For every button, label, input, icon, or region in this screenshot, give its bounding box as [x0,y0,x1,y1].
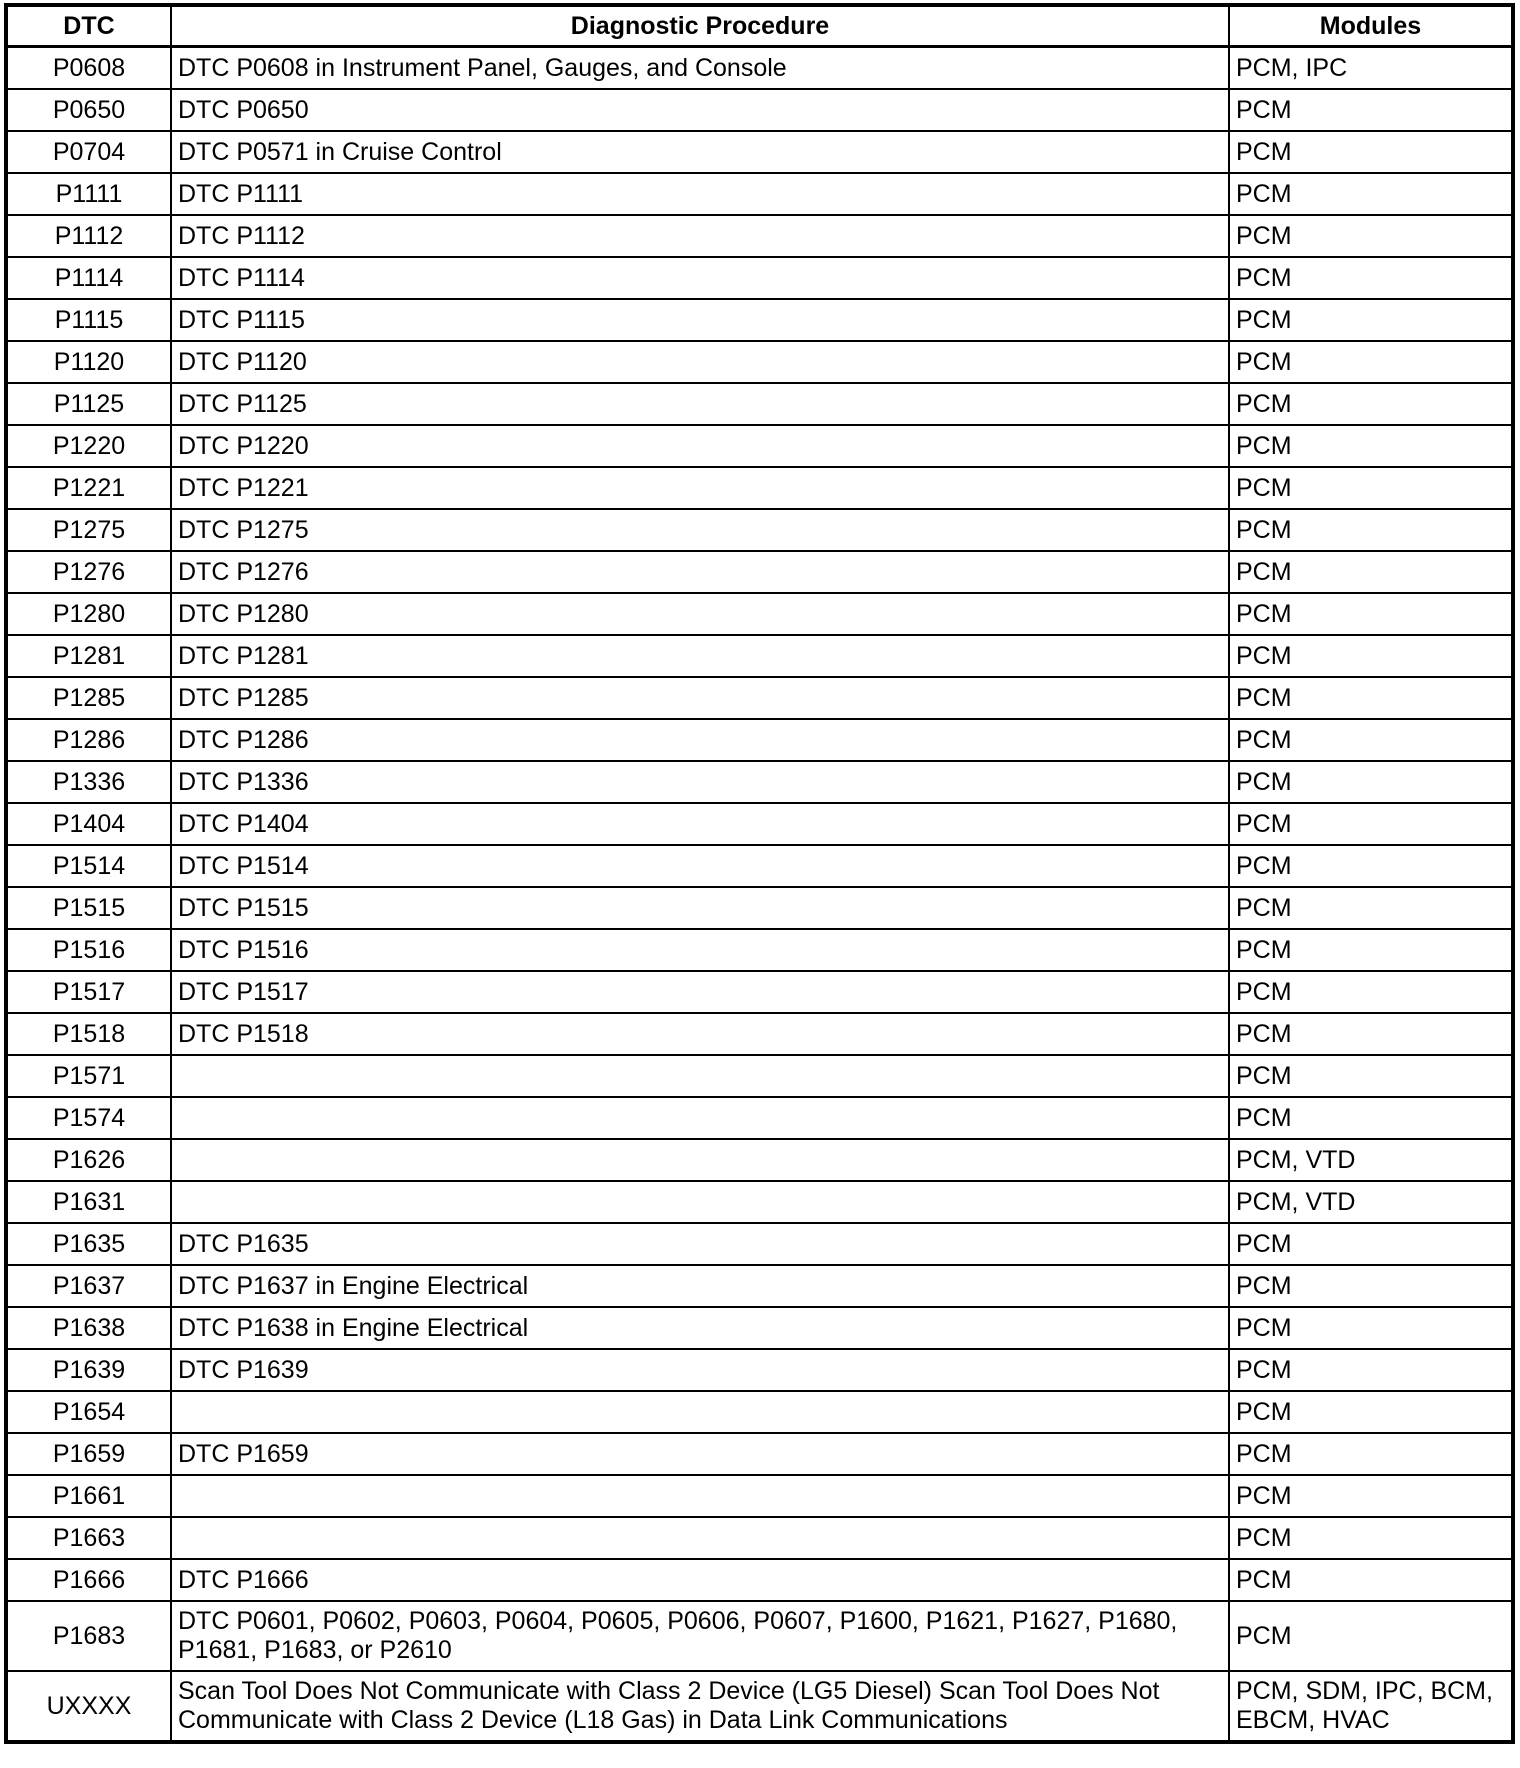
procedure-cell: DTC P1404 [171,803,1229,845]
modules-cell: PCM, SDM, IPC, BCM, EBCM, HVAC [1229,1671,1512,1741]
dtc-cell: P1125 [7,383,171,425]
procedure-cell: DTC P1515 [171,887,1229,929]
table-row [7,635,1512,677]
dtc-cell: P1404 [7,803,171,845]
modules-cell: PCM [1229,803,1512,845]
dtc-cell: P1336 [7,761,171,803]
modules-cell: PCM [1229,719,1512,761]
dtc-cell: P1635 [7,1223,171,1265]
dtc-cell: P0704 [7,131,171,173]
table-row [7,341,1512,383]
modules-cell: PCM [1229,551,1512,593]
procedure-cell: DTC P1276 [171,551,1229,593]
procedure-cell: DTC P1336 [171,761,1229,803]
dtc-cell: P0650 [7,89,171,131]
procedure-cell: DTC P1635 [171,1223,1229,1265]
dtc-cell: P1661 [7,1475,171,1517]
table-row [7,593,1512,635]
table-row [7,551,1512,593]
dtc-cell: P1281 [7,635,171,677]
procedure-cell [171,1139,1229,1181]
procedure-cell: DTC P1516 [171,929,1229,971]
procedure-cell [171,1517,1229,1559]
procedure-cell: DTC P1125 [171,383,1229,425]
procedure-cell: DTC P1221 [171,467,1229,509]
modules-cell: PCM [1229,509,1512,551]
procedure-cell: DTC P1280 [171,593,1229,635]
dtc-cell: P1285 [7,677,171,719]
modules-cell: PCM [1229,677,1512,719]
dtc-cell: P1114 [7,257,171,299]
modules-cell: PCM [1229,173,1512,215]
table-row [7,509,1512,551]
procedure-cell: DTC P1518 [171,1013,1229,1055]
table-body [7,47,1512,1742]
procedure-cell [171,1097,1229,1139]
table-row [7,425,1512,467]
table-row [7,887,1512,929]
dtc-cell: P1286 [7,719,171,761]
table-row [7,215,1512,257]
modules-cell: PCM, VTD [1229,1181,1512,1223]
modules-cell: PCM [1229,89,1512,131]
dtc-cell: P1683 [7,1601,171,1671]
table-row [7,803,1512,845]
modules-cell: PCM [1229,845,1512,887]
modules-cell: PCM, IPC [1229,47,1512,90]
procedure-cell: DTC P1285 [171,677,1229,719]
table-row [7,47,1512,90]
dtc-cell: P1514 [7,845,171,887]
table-row [7,929,1512,971]
modules-cell: PCM [1229,467,1512,509]
table-row [7,89,1512,131]
dtc-cell: P1654 [7,1391,171,1433]
modules-cell: PCM [1229,341,1512,383]
dtc-cell: P1280 [7,593,171,635]
table-row [7,1601,1512,1671]
table-row [7,1517,1512,1559]
dtc-cell: P1639 [7,1349,171,1391]
dtc-cell: P1518 [7,1013,171,1055]
modules-cell: PCM [1229,635,1512,677]
procedure-cell [171,1181,1229,1223]
modules-cell: PCM [1229,1097,1512,1139]
header-row [7,6,1512,47]
procedure-cell: DTC P1220 [171,425,1229,467]
dtc-cell: P1631 [7,1181,171,1223]
modules-cell: PCM [1229,1391,1512,1433]
modules-cell: PCM [1229,887,1512,929]
modules-cell: PCM [1229,1433,1512,1475]
procedure-cell: DTC P1514 [171,845,1229,887]
procedure-cell: DTC P1637 in Engine Electrical [171,1265,1229,1307]
table-row [7,1181,1512,1223]
modules-cell: PCM [1229,761,1512,803]
procedure-cell: DTC P0608 in Instrument Panel, Gauges, and Console [171,47,1229,90]
modules-cell: PCM, VTD [1229,1139,1512,1181]
procedure-cell: DTC P1275 [171,509,1229,551]
procedure-cell [171,1391,1229,1433]
dtc-cell: P1638 [7,1307,171,1349]
table-row [7,383,1512,425]
table-row [7,1055,1512,1097]
table-row [7,761,1512,803]
procedure-cell: DTC P1639 [171,1349,1229,1391]
modules-cell: PCM [1229,257,1512,299]
modules-cell: PCM [1229,131,1512,173]
procedure-cell: DTC P1281 [171,635,1229,677]
modules-cell: PCM [1229,971,1512,1013]
dtc-cell: P1112 [7,215,171,257]
procedure-cell: DTC P1659 [171,1433,1229,1475]
modules-cell: PCM [1229,1475,1512,1517]
table-row [7,257,1512,299]
modules-cell: PCM [1229,1559,1512,1601]
procedure-cell: DTC P1517 [171,971,1229,1013]
dtc-cell: P1220 [7,425,171,467]
header-dtc: DTC [7,6,171,47]
dtc-cell: UXXXX [7,1671,171,1741]
dtc-cell: P1666 [7,1559,171,1601]
procedure-cell: DTC P0571 in Cruise Control [171,131,1229,173]
procedure-cell [171,1055,1229,1097]
dtc-cell: P1517 [7,971,171,1013]
table-row [7,1265,1512,1307]
procedure-cell: DTC P1286 [171,719,1229,761]
header-procedure: Diagnostic Procedure [171,6,1229,47]
table-row [7,1349,1512,1391]
modules-cell: PCM [1229,425,1512,467]
table-row [7,467,1512,509]
table-row [7,1013,1512,1055]
table-row [7,1559,1512,1601]
table-row [7,1307,1512,1349]
dtc-cell: P1574 [7,1097,171,1139]
dtc-cell: P0608 [7,47,171,90]
modules-cell: PCM [1229,1013,1512,1055]
modules-cell: PCM [1229,383,1512,425]
procedure-cell: DTC P0601, P0602, P0603, P0604, P0605, P0606, P0607, P1600, P1621, P1627, P1680, P1681, P1683, or P2610 [171,1601,1229,1671]
procedure-cell: Scan Tool Does Not Communicate with Class 2 Device (LG5 Diesel) Scan Tool Does Not Communicate with Class 2 Device (L18 Gas) in Data Link Communications [171,1671,1229,1741]
table-row [7,845,1512,887]
table-row [7,1475,1512,1517]
table-row [7,971,1512,1013]
modules-cell: PCM [1229,1517,1512,1559]
dtc-cell: P1637 [7,1265,171,1307]
procedure-cell: DTC P1120 [171,341,1229,383]
procedure-cell: DTC P1111 [171,173,1229,215]
procedure-cell: DTC P1115 [171,299,1229,341]
table-row [7,299,1512,341]
table-row [7,1223,1512,1265]
modules-cell: PCM [1229,1223,1512,1265]
table-row [7,1671,1512,1741]
modules-cell: PCM [1229,1601,1512,1671]
dtc-table [6,5,1513,1742]
modules-cell: PCM [1229,299,1512,341]
dtc-cell: P1659 [7,1433,171,1475]
table-row [7,719,1512,761]
dtc-cell: P1115 [7,299,171,341]
procedure-cell: DTC P1114 [171,257,1229,299]
modules-cell: PCM [1229,215,1512,257]
procedure-cell: DTC P1112 [171,215,1229,257]
modules-cell: PCM [1229,1055,1512,1097]
dtc-cell: P1221 [7,467,171,509]
dtc-cell: P1663 [7,1517,171,1559]
table-row [7,1139,1512,1181]
procedure-cell: DTC P0650 [171,89,1229,131]
dtc-cell: P1120 [7,341,171,383]
procedure-cell: DTC P1638 in Engine Electrical [171,1307,1229,1349]
dtc-cell: P1571 [7,1055,171,1097]
modules-cell: PCM [1229,593,1512,635]
dtc-cell: P1626 [7,1139,171,1181]
dtc-cell: P1276 [7,551,171,593]
dtc-cell: P1516 [7,929,171,971]
table-row [7,1433,1512,1475]
table-row [7,1391,1512,1433]
table-row [7,677,1512,719]
procedure-cell [171,1475,1229,1517]
procedure-cell: DTC P1666 [171,1559,1229,1601]
table-row [7,131,1512,173]
header-modules: Modules [1229,6,1512,47]
dtc-cell: P1515 [7,887,171,929]
modules-cell: PCM [1229,929,1512,971]
modules-cell: PCM [1229,1307,1512,1349]
dtc-cell: P1111 [7,173,171,215]
table-row [7,173,1512,215]
dtc-cell: P1275 [7,509,171,551]
modules-cell: PCM [1229,1349,1512,1391]
table-row [7,1097,1512,1139]
modules-cell: PCM [1229,1265,1512,1307]
